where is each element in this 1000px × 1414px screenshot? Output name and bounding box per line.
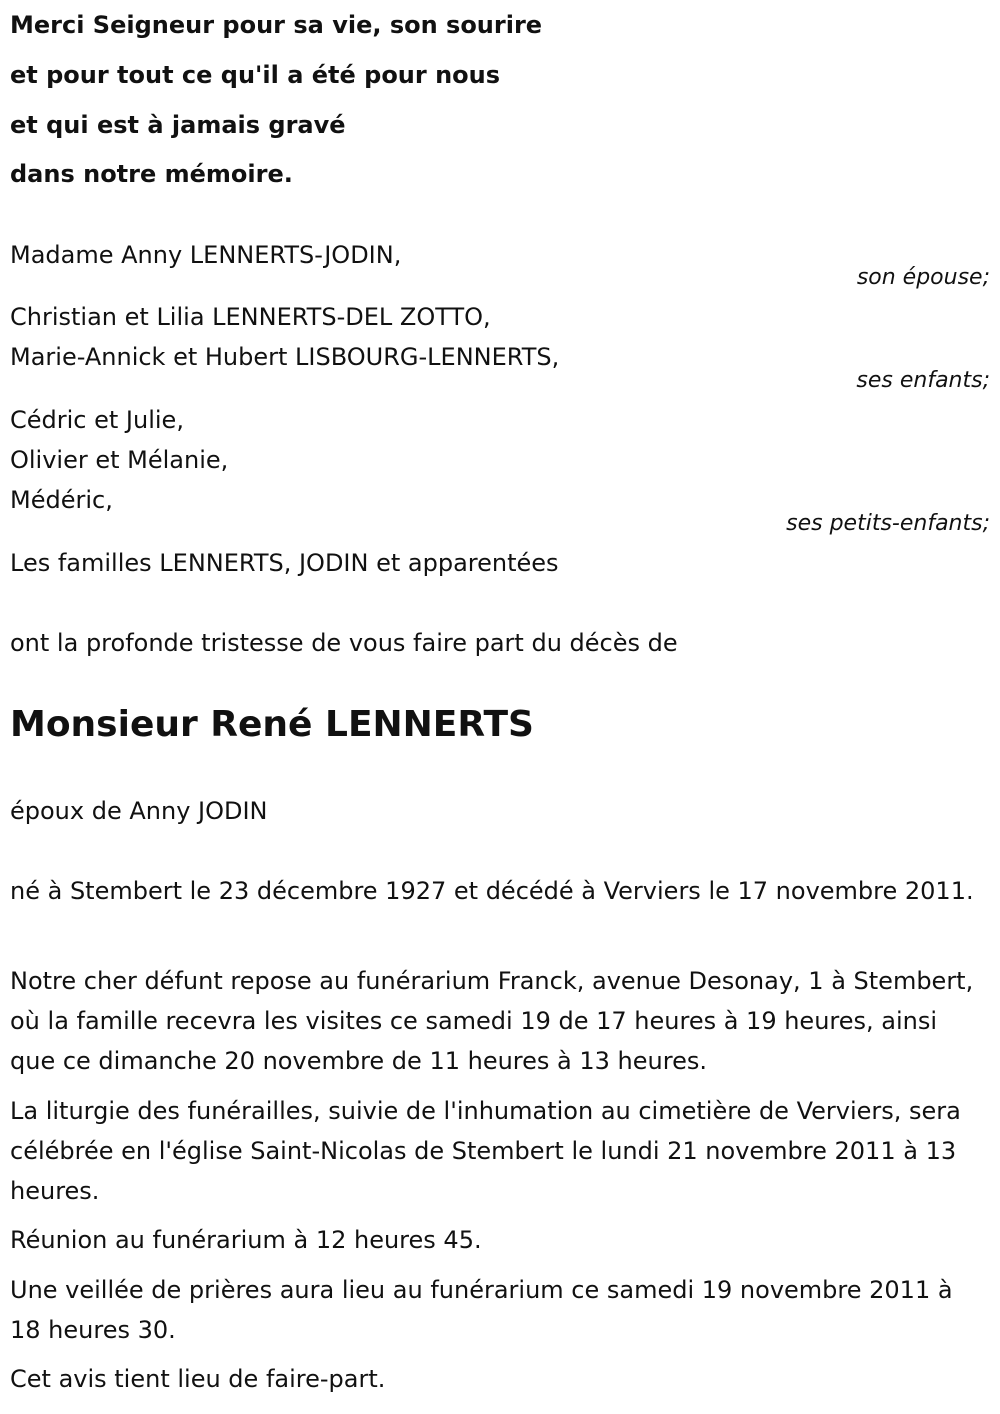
spouse-role: son épouse; [856,265,990,290]
funeral-paragraph: La liturgie des funérailles, suivie de l'inhumation au cimetière de Verviers, sera célébrée en l'église Saint-Nicolas de Stembert le lundi 21 novembre 2011 à 13 heures. [10,1097,961,1205]
grandchild-name: Cédric et Julie, [10,406,184,434]
birth-death-paragraph: né à Stembert le 23 décembre 1927 et décédé à Verviers le 17 novembre 2011. [10,877,974,905]
families-line: Les familles LENNERTS, JODIN et apparentées [10,549,559,577]
announcement-text: ont la profonde tristesse de vous faire part du décès de [10,629,678,657]
child-name: Christian et Lilia LENNERTS-DEL ZOTTO, [10,303,491,331]
grandchild-name: Olivier et Mélanie, [10,446,229,474]
vigil-paragraph: Une veillée de prières aura lieu au funérarium ce samedi 19 novembre 2011 à 18 heures 30. [10,1276,953,1344]
verse-line: dans notre mémoire. [10,160,293,188]
spouse-name: Madame Anny LENNERTS-JODIN, [10,241,402,269]
visitation-paragraph: Notre cher défunt repose au funérarium Franck, avenue Desonay, 1 à Stembert, où la famille recevra les visites ce samedi 19 de 17 heures à 19 heures, ainsi que ce dimanche 20 novembre de 11 heures à 13 heures. [10,967,974,1075]
children-role: ses enfants; [856,368,990,393]
verse-line: et pour tout ce qu'il a été pour nous [10,61,501,89]
grandchildren-role: ses petits-enfants; [786,511,990,536]
meeting-paragraph: Réunion au funérarium à 12 heures 45. [10,1226,482,1254]
child-name: Marie-Annick et Hubert LISBOURG-LENNERTS, [10,343,560,371]
closing-paragraph: Cet avis tient lieu de faire-part. [10,1365,386,1393]
verse-line: Merci Seigneur pour sa vie, son sourire [10,11,543,39]
deceased-name: Monsieur René LENNERTS [10,704,534,745]
spouse-of-line: époux de Anny JODIN [10,797,268,825]
grandchild-name: Médéric, [10,486,113,514]
verse-line: et qui est à jamais gravé [10,111,346,139]
